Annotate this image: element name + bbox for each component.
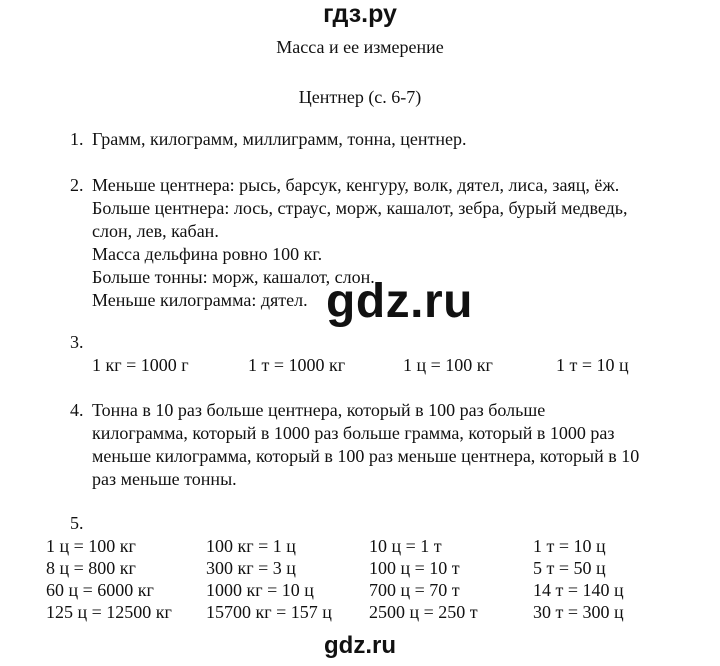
equation: 2500 ц = 250 т (369, 602, 478, 622)
site-logo-bottom: gdz.ru (324, 632, 396, 659)
equation: 1 ц = 100 кг (46, 536, 136, 556)
item-line: Тонна в 10 раз больше центнера, который в 100 раз больше (92, 400, 546, 420)
watermark-logo: gdz.ru (326, 275, 473, 328)
equation: 1 ц = 100 кг (403, 355, 493, 375)
equation: 1 т = 10 ц (533, 536, 606, 556)
item-line: килограмма, который в 1000 раз больше грамма, который в 1000 раз (92, 423, 615, 443)
page-subtitle: Центнер (с. 6-7) (298, 87, 422, 107)
item-line: Больше тонны: морж, кашалот, слон. (92, 267, 375, 287)
equation: 700 ц = 70 т (369, 580, 460, 600)
equation: 30 т = 300 ц (533, 602, 624, 622)
item-line: Меньше центнера: рысь, барсук, кенгуру, волк, дятел, лиса, заяц, ёж. (92, 175, 620, 195)
equation: 1 т = 10 ц (556, 355, 629, 375)
equation: 60 ц = 6000 кг (46, 580, 154, 600)
equation: 15700 кг = 157 ц (206, 602, 332, 622)
item-line: меньше килограмма, который в 100 раз меньше центнера, который в 10 (92, 446, 640, 466)
item-number: 1. (70, 129, 84, 149)
item-number: 4. (70, 400, 84, 420)
equation: 1000 кг = 10 ц (206, 580, 314, 600)
item-line: Меньше килограмма: дятел. (92, 290, 308, 310)
equation: 1 т = 1000 кг (248, 355, 346, 375)
page-title: Масса и ее измерение (276, 37, 444, 57)
equation: 14 т = 140 ц (533, 580, 624, 600)
equation: 300 кг = 3 ц (206, 558, 296, 578)
equation: 100 ц = 10 т (369, 558, 460, 578)
site-logo-top: гдз.ру (323, 0, 397, 28)
item-line: раз меньше тонны. (92, 469, 237, 489)
equation: 10 ц = 1 т (369, 536, 442, 556)
equation: 1 кг = 1000 г (92, 355, 189, 375)
item-line: Масса дельфина ровно 100 кг. (92, 244, 323, 264)
item-line: Больше центнера: лось, страус, морж, кашалот, зебра, бурый медведь, (92, 198, 628, 218)
item-number: 2. (70, 175, 84, 195)
item-number: 5. (70, 513, 84, 533)
item-line: слон, лев, кабан. (92, 221, 219, 241)
equation: 8 ц = 800 кг (46, 558, 136, 578)
item-number: 3. (70, 332, 84, 352)
equation: 5 т = 50 ц (533, 558, 606, 578)
item-line: Грамм, килограмм, миллиграмм, тонна, центнер. (92, 129, 467, 149)
equation: 125 ц = 12500 кг (46, 602, 172, 622)
equation: 100 кг = 1 ц (206, 536, 296, 556)
